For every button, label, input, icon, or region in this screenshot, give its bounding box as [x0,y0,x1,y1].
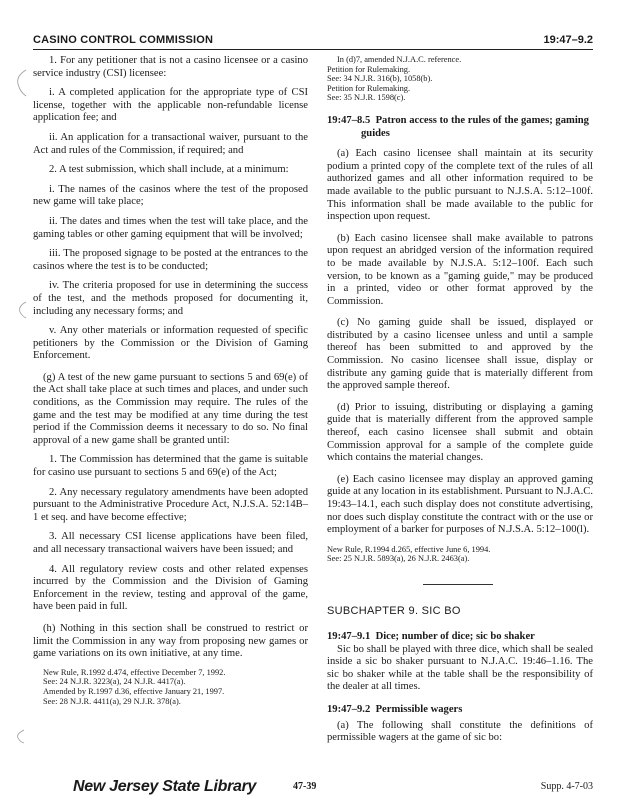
section-title: Patron access to the rules of the games; gaming guides [361,114,589,139]
paragraph: iii. The proposed signage to be posted at the entrances to the casinos where the test is to be conducted; [33,248,308,272]
library-stamp: New Jersey State Library [73,778,257,795]
right-column [327,55,593,745]
paragraph: (e) Each casino licensee may display an approved gaming guide at any location in its establishment. Pursuant to N.J.A.C. 19:43–14.1, each such display does not constitute advertising, nor does such display constitute the contract with or the use or employment of a barker for purposes of N.J.S.A. 5:12–100(l). [327,473,593,536]
header-rule [33,49,593,50]
paragraph: iv. The criteria proposed for use in determining the success of the test, and the methods proposed for documenting it, including any necessary forms; and [33,280,308,317]
source-line: See: 35 N.J.R. 1598(c). [327,93,406,103]
source-note [327,55,593,103]
source-line: New Rule, R.1992 d.474, effective December 7, 1992. [43,667,226,677]
page-number: 47-39 [293,781,317,792]
paragraph: Sic bo shall be played with three dice, which shall be sealed inside a sic bo shaker pursuant to N.J.A.C. 19:46–1.16. The sic bo shaker while at the table shall be the responsibility of the dealer at all times. [327,643,593,693]
paragraph: 3. All necessary CSI license applications have been filed, and all necessary transactional waivers have been issued; and [33,531,308,555]
section-number: 19:47–8.5 [327,114,371,126]
paragraph: (d) Prior to issuing, distributing or displaying a gaming guide that is materially different from the approved sample thereof, each casino licensee shall submit and obtain Commission approval for a sample of the complete guide which contains the material changes. [327,401,593,464]
source-line: See: 28 N.J.R. 4411(a), 29 N.J.R. 378(a). [43,696,181,706]
margin-bracket-mark [14,68,28,98]
paragraph: 2. A test submission, which shall include, at a minimum: [49,164,289,176]
margin-bracket-mark [14,728,26,744]
section-title: Dice; number of dice; sic bo shaker [375,630,535,642]
paragraph: i. A completed application for the appropriate type of CSI license, together with the applicable non-refundable license application fee; and [33,87,308,124]
source-line: See: 34 N.J.R. 316(b), 1058(b). [327,74,433,84]
source-line: New Rule, R.1994 d.265, effective June 6, 1994. [327,544,491,554]
paragraph: (c) No gaming guide shall be issued, displayed or distributed by a casino licensee unless and until a sample thereof has been submitted to and approved by the Commission. No casino licensee shall issue, display or distribute any gaming guide that is materially different from the approved sample thereof. [327,317,593,392]
page-footer [33,778,593,794]
paragraph: (b) Each casino licensee shall make available to patrons upon request an abridged version of the information required to be made available by N.J.S.A. 5:12–100f. Each such version, to be known as a "gaming guide," may be produced in a printed, video or other format approved by the Commission. [327,232,593,307]
paragraph: 4. All regulatory review costs and other related expenses incurred by the Commission and the Division of Gaming Enforcement in the review, testing and approval of the game, have been paid in full. [33,563,308,613]
source-line: In (d)7, amended N.J.A.C. reference. [337,55,462,64]
section-heading [327,115,593,140]
section-number: 19:47–9.2 [327,703,371,715]
section-range: 19:47–9.2 [543,34,593,46]
section-title: Permissible wagers [375,703,463,715]
running-header [33,34,593,48]
source-note [327,545,593,564]
paragraph: ii. An application for a transactional waiver, pursuant to the Act and rules of the Commission, if required; and [33,131,308,156]
section-divider [423,584,493,585]
paragraph: (g) A test of the new game pursuant to sections 5 and 69(e) of the Act shall take place at such times and places, and under such conditions, as the Commission may require. The rules of the game and the test may be modified at any time during the test period if the Commission deems it necessary to do so. No final approval of a new game shall be granted until: [33,371,308,446]
paragraph: (a) Each casino licensee shall maintain at its security podium a printed copy of the complete text of the rules of all authorized games and all other information required to be made available to the public pursuant to N.J.S.A. 5:12–100f. This information shall be made available to the public for inspection upon request. [327,148,593,223]
section-number: 19:47–9.1 [327,630,371,642]
paragraph: (h) Nothing in this section shall be construed to restrict or limit the Commission in any way from proposing new games or game variations on its own initiative, at any time. [33,622,308,660]
source-line: Amended by R.1997 d.36, effective January 21, 1997. [43,686,225,696]
paragraph: ii. The dates and times when the test will take place, and the gaming tables or other gaming equipment that will be involved; [33,215,308,240]
paragraph: 1. The Commission has determined that the game is suitable for casino use pursuant to sections 5 and 69(e) of the Act; [33,454,308,479]
section-heading [327,631,593,644]
chapter-title: CASINO CONTROL COMMISSION [33,34,214,46]
source-line: See: 25 N.J.R. 5893(a), 26 N.J.R. 2463(a). [327,554,470,564]
subchapter-heading: SUBCHAPTER 9. SIC BO [327,604,461,617]
paragraph: (a) The following shall constitute the definitions of permissible wagers at the game of sic bo: [327,719,593,744]
paragraph: i. The names of the casinos where the test of the proposed new game will take place; [33,183,308,208]
left-column [33,55,308,706]
source-line: Petition for Rulemaking. [327,83,411,93]
source-note [43,668,308,706]
paragraph: 2. Any necessary regulatory amendments have been adopted pursuant to the Administrative Procedure Act, N.J.S.A. 52:14B–1 et seq. and have become effective; [33,486,308,523]
paragraph: v. Any other materials or information requested of specific petitioners by the Commission or the Division of Gaming Enforcement. [33,325,308,362]
margin-bracket-mark [16,300,28,320]
supplement-date: Supp. 4-7-03 [540,781,593,792]
paragraph: 1. For any petitioner that is not a casino licensee or a casino service industry (CSI) licensee: [33,55,308,79]
section-heading [327,704,593,717]
source-line: Petition for Rulemaking. [327,64,411,74]
source-line: See: 24 N.J.R. 3223(a), 24 N.J.R. 4417(a). [43,677,186,687]
